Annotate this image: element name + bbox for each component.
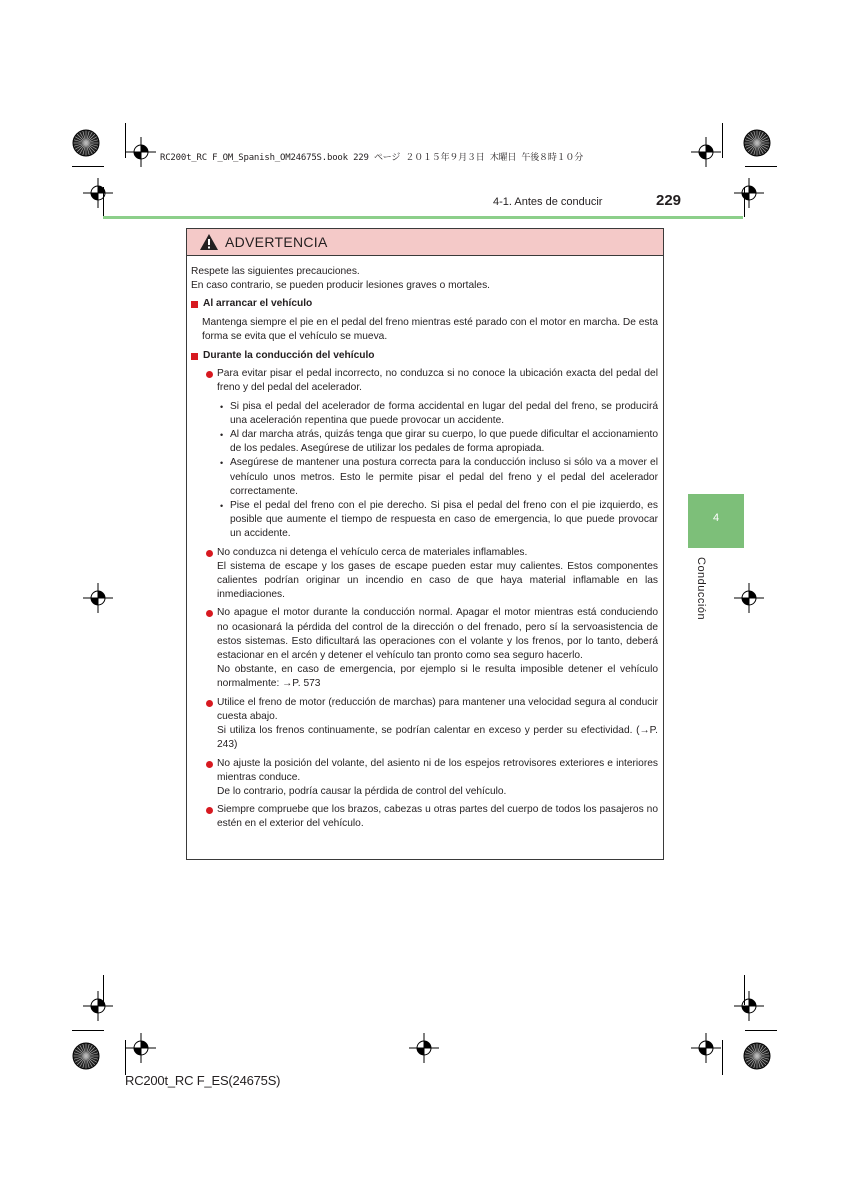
crop-line bbox=[72, 1030, 104, 1031]
registration-target-icon bbox=[691, 1033, 721, 1063]
red-bullet-icon bbox=[206, 610, 213, 617]
crop-line bbox=[722, 1040, 723, 1075]
list-item: Siempre compruebe que los brazos, cabezas u otras partes del cuerpo de todos los pasajeros no estén en el exterior del vehículo. bbox=[191, 803, 658, 831]
crop-line bbox=[744, 975, 745, 1005]
list-item: Utilice el freno de motor (reducción de marchas) para mantener una velocidad segura al conducir cuesta abajo. Si utiliza los frenos continuamente, se podrían calentar en exceso y perder su efectividad. (→P. 243) bbox=[191, 696, 658, 753]
registration-target-icon bbox=[691, 137, 721, 167]
color-rosette-icon bbox=[72, 1042, 100, 1070]
registration-target-icon bbox=[126, 1033, 156, 1063]
sub-bullet-icon: • bbox=[220, 430, 224, 441]
sub-bullet-icon: • bbox=[220, 501, 224, 512]
intro-line-2: En caso contrario, se pueden producir lesiones graves o mortales. bbox=[191, 280, 490, 292]
section-heading-start: Al arrancar el vehículo bbox=[191, 297, 658, 311]
chapter-tab[interactable] bbox=[688, 494, 744, 548]
crop-line bbox=[722, 123, 723, 158]
chapter-number: 4 bbox=[712, 512, 720, 524]
page-number: 229 bbox=[656, 192, 682, 209]
registration-target-icon bbox=[83, 583, 113, 613]
section-start-text: Mantenga siempre el pie en el pedal del freno mientras esté parado con el motor en marcha. De esta forma se evita que el vehículo se mueva. bbox=[202, 316, 658, 342]
sub-list-item: • Si pisa el pedal del acelerador de forma accidental en lugar del pedal del freno, se producirá una aceleración repentina que puede provocar un accidente. bbox=[220, 400, 658, 426]
warning-title: ADVERTENCIA bbox=[225, 234, 328, 250]
sub-bullet-icon: • bbox=[220, 458, 224, 469]
footer-code: RC200t_RC F_ES(24675S) bbox=[125, 1073, 281, 1088]
crop-line bbox=[745, 1030, 777, 1031]
red-bullet-icon bbox=[206, 807, 213, 814]
crop-line bbox=[125, 1040, 126, 1075]
section-title: 4-1. Antes de conducir bbox=[493, 196, 603, 208]
crop-line bbox=[745, 166, 777, 167]
list-item: No conduzca ni detenga el vehículo cerca de materiales inflamables. El sistema de escape y los gases de escape pueden estar muy calientes. Estos componentes calientes podrían originar un incendio en caso de que haya material inflamable en las inmediaciones. bbox=[191, 546, 658, 603]
page-reference[interactable]: Si utiliza los frenos continuamente, se podrían calentar en exceso y perder su efectividad. (→P. 243) bbox=[217, 725, 658, 751]
red-bullet-icon bbox=[206, 761, 213, 768]
intro-line-1: Respete las siguientes precauciones. bbox=[191, 266, 360, 277]
warning-header bbox=[187, 229, 663, 256]
crop-line bbox=[125, 123, 126, 158]
warning-body bbox=[187, 256, 663, 832]
color-rosette-icon bbox=[743, 1042, 771, 1070]
color-rosette-icon bbox=[743, 129, 771, 157]
red-bullet-icon bbox=[206, 371, 213, 378]
registration-target-icon bbox=[83, 991, 113, 1021]
chapter-label: Conducción bbox=[695, 557, 707, 621]
warning-box bbox=[186, 228, 664, 860]
section-heading-driving: Durante la conducción del vehículo bbox=[191, 349, 658, 363]
registration-target-icon bbox=[734, 178, 764, 208]
list-item: Para evitar pisar el pedal incorrecto, no conduzca si no conoce la ubicación exacta del pedal del freno y del pedal del acelerador. bbox=[191, 367, 658, 395]
red-square-icon bbox=[191, 353, 198, 360]
sub-bullet-icon: • bbox=[220, 401, 224, 412]
page-reference[interactable]: No obstante, en caso de emergencia, por ejemplo si le resulta imposible detener el vehículo normalmente: →P. 573 bbox=[217, 664, 658, 690]
color-rosette-icon bbox=[72, 129, 100, 157]
list-item: No apague el motor durante la conducción normal. Apagar el motor mientras está conduciendo no ocasionará la pérdida del control de la dirección o del frenado, pero sí la servoasistencia de estos sistemas. Esto dificultará las operaciones con el volante y los frenos, por lo tanto, deberá estacionar en el arcén y detener el vehículo tan pronto como sea seguro hacerlo. No obstante, en caso de emergencia, por ejemplo si le resulta imposible detener el vehículo normalmente: →P. 573 bbox=[191, 606, 658, 691]
registration-target-icon bbox=[734, 991, 764, 1021]
red-bullet-icon bbox=[206, 550, 213, 557]
warning-triangle-icon bbox=[199, 233, 219, 251]
sub-list-item: • Al dar marcha atrás, quizás tenga que girar su cuerpo, lo que puede dificultar el accionamiento de los pedales. Asegúrese de utilizar los pedales de forma apropiada. bbox=[220, 429, 658, 455]
crop-line bbox=[103, 187, 104, 217]
registration-target-icon bbox=[409, 1033, 439, 1063]
crop-line bbox=[103, 975, 104, 1005]
registration-target-icon bbox=[126, 137, 156, 167]
registration-target-icon bbox=[83, 178, 113, 208]
header-rule bbox=[103, 216, 743, 219]
crop-line bbox=[72, 166, 104, 167]
sub-list-item: • Asegúrese de mantener una postura correcta para la conducción incluso si sólo va a mover el vehículo unos metros. Esto le permite pisar el pedal del freno y el pedal del acelerador correctamente. bbox=[220, 457, 658, 497]
print-info: RC200t_RC F_OM_Spanish_OM24675S.book 229 ページ ２０１５年９月３日 木曜日 午後８時１０分 bbox=[160, 153, 584, 163]
sub-list-item: • Pise el pedal del freno con el pie derecho. Si pisa el pedal del freno con el pie izquierdo, es posible que aumente el tiempo de respuesta en caso de emergencia, lo que puede provocar un accidente. bbox=[220, 500, 658, 540]
red-square-icon bbox=[191, 301, 198, 308]
crop-line bbox=[744, 187, 745, 217]
list-item: No ajuste la posición del volante, del asiento ni de los espejos retrovisores exteriores e interiores mientras conduce. De lo contrario, podría causar la pérdida de control del vehículo. bbox=[191, 757, 658, 800]
red-bullet-icon bbox=[206, 700, 213, 707]
registration-target-icon bbox=[734, 583, 764, 613]
